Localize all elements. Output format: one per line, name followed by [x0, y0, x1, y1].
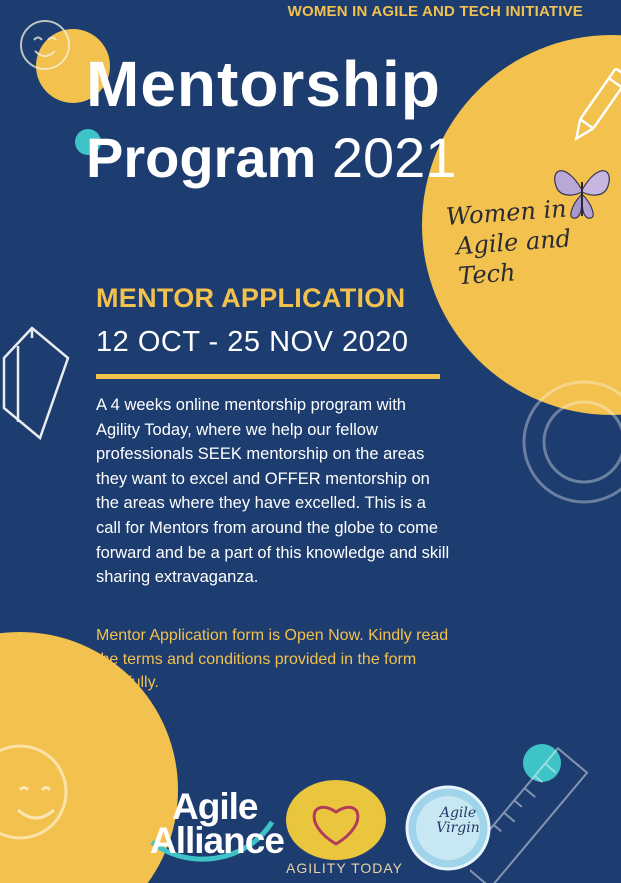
agility-today-logo: AGILITY TODAY [286, 860, 404, 876]
mentor-application-heading: MENTOR APPLICATION [96, 283, 406, 313]
yellow-divider [96, 374, 440, 379]
brand-line-1: Women in [445, 194, 568, 231]
program-description: A 4 weeks online mentorship program with Agility Today, where we help our fellow professionals SEEK mentorship on the areas they want to excel and OFFER mentorship on the areas where they have excelled. This is a call for Mentors from around the globe to come forward and be a part of this knowledge and skill sharing extravaganza. [96, 396, 450, 587]
women-in-agile-logo [445, 190, 621, 292]
title-program [86, 126, 457, 189]
agile-virgin-line-1: Agile [439, 805, 477, 821]
agile-alliance-line-2: Alliance [150, 820, 284, 862]
application-dates: 12 OCT - 25 NOV 2020 [96, 326, 409, 358]
smiley-icon [18, 18, 74, 74]
agility-today-badge-icon [282, 778, 390, 862]
book-icon [0, 318, 76, 448]
agile-alliance-line-1: Agile [172, 786, 258, 827]
circle-ring-icon [510, 372, 621, 512]
ruler-icon [470, 740, 621, 883]
title-mentorship: Mentorship [86, 48, 441, 120]
brand-line-2: Agile and Tech [455, 224, 572, 291]
application-cta: Mentor Application form is Open Now. Kindly read the terms and conditions provided in the form carefully. [96, 627, 449, 691]
smiley-bottom-icon [0, 740, 80, 840]
agile-virgin-logo [430, 806, 486, 837]
initiative-banner: WOMEN IN AGILE AND TECH INITIATIVE [287, 3, 583, 20]
pencil-icon [574, 60, 621, 156]
title-year: 2021 [331, 126, 457, 189]
agile-virgin-line-2: Virgin [436, 820, 480, 837]
agile-alliance-logo [150, 786, 284, 862]
title-program-word: Program [86, 126, 317, 189]
